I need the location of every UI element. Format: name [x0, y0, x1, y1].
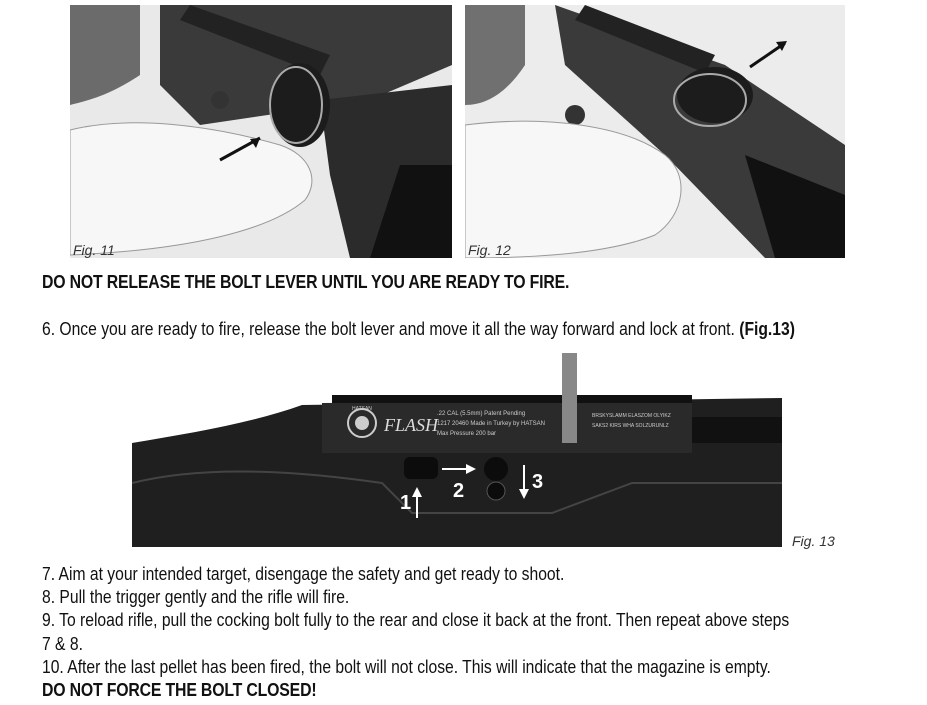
fig13-spec-line-2: 1217 20460 Made in Turkey by HATSAN	[437, 421, 545, 427]
fig13-brand-text: FLASH	[384, 415, 438, 435]
step-7: 7. Aim at your intended target, disengage the safety and get ready to shoot.	[42, 564, 565, 584]
fig13-spec-line-3: Max Pressure 200 bar	[437, 431, 497, 437]
fig13-marker-3: 3	[532, 471, 544, 493]
fig13-warning-line-2: SAKS2 KIRS WHA SOLZURUNLZ	[592, 423, 669, 429]
step-9-continued: 7 & 8.	[42, 634, 83, 654]
fig13-warning-line-1: BRSKYSLAMM ELASZOM OLYIKZ	[592, 413, 671, 419]
fig11-caption: Fig. 11	[73, 242, 115, 258]
fig13-marker-1: 1	[400, 492, 412, 514]
step-10: 10. After the last pellet has been fired, the bolt will not close. This will indicate that the magazine is empty.	[42, 657, 771, 677]
step-6-figure-ref: (Fig.13)	[739, 319, 795, 339]
fig13-spec-line-1: .22 CAL (5.5mm) Patent Pending	[437, 411, 526, 417]
fig13-photo	[132, 353, 784, 547]
warning-bottom: DO NOT FORCE THE BOLT CLOSED!	[42, 680, 317, 700]
step-8: 8. Pull the trigger gently and the rifle will fire.	[42, 587, 350, 607]
step-9: 9. To reload rifle, pull the cocking bolt fully to the rear and close it back at the front. Then repeat above steps	[42, 610, 790, 630]
fig12-caption: Fig. 12	[468, 242, 511, 258]
step-6	[42, 319, 795, 340]
step-6-text: 6. Once you are ready to fire, release the bolt lever and move it all the way forward and lock at front.	[42, 319, 740, 339]
fig13-logo-text: HATSAN	[352, 406, 372, 412]
fig11-photo	[70, 5, 452, 258]
fig13-marker-2: 2	[453, 480, 465, 502]
fig13-caption: Fig. 13	[792, 533, 835, 549]
warning-top: DO NOT RELEASE THE BOLT LEVER UNTIL YOU ARE READY TO FIRE.	[42, 272, 570, 292]
fig12-photo	[465, 5, 845, 258]
